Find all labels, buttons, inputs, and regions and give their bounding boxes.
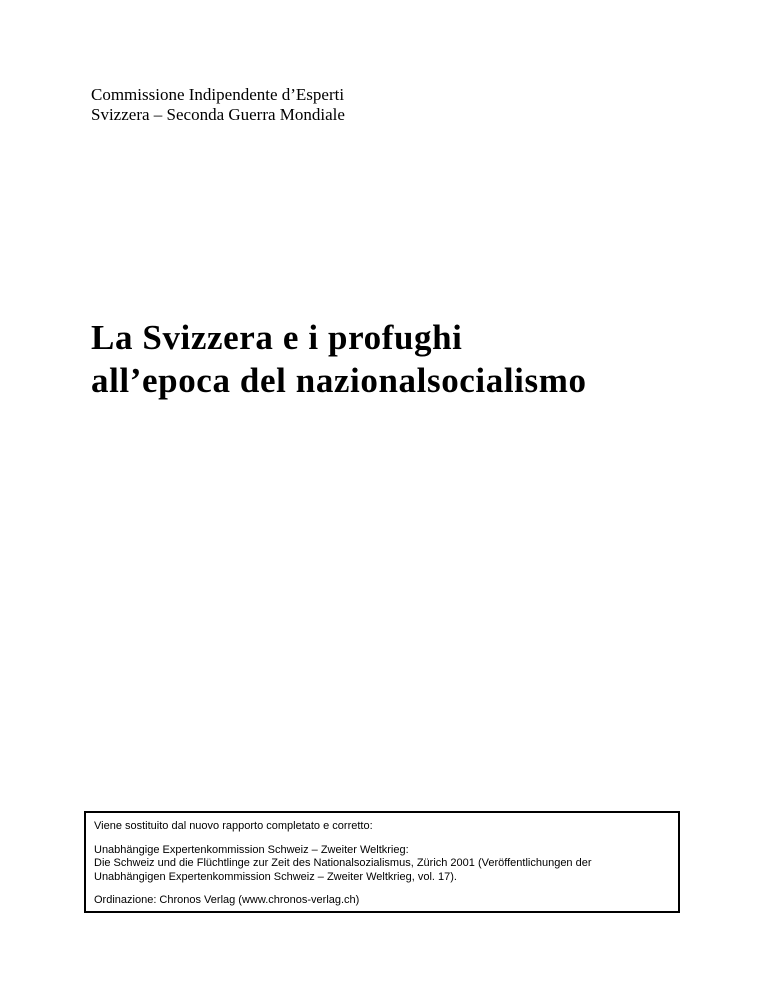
notice-reference-line-2: Die Schweiz und die Flüchtlinge zur Zeit des Nationalsozialismus, Zürich 2001 (Veröffentlichungen der xyxy=(94,857,592,869)
commission-heading xyxy=(91,85,345,125)
commission-name-line: Commissione Indipendente d’Esperti xyxy=(91,85,345,104)
replacement-notice-box xyxy=(84,811,680,913)
notice-reference-line-1: Unabhängige Expertenkommission Schweiz – Zweiter Weltkrieg: xyxy=(94,843,409,856)
notice-reference-line-3: Unabhängigen Expertenkommission Schweiz – Zweiter Weltkrieg, vol. 17). xyxy=(94,870,457,883)
document-title-line-2: all’epoca del nazionalsocialismo xyxy=(91,361,587,400)
document-title-line-1: La Svizzera e i profughi xyxy=(91,318,463,357)
notice-order-info: Ordinazione: Chronos Verlag (www.chronos-verlag.ch) xyxy=(94,894,360,906)
commission-subtitle-line: Svizzera – Seconda Guerra Mondiale xyxy=(91,105,345,124)
document-title xyxy=(91,316,587,402)
notice-intro: Viene sostituito dal nuovo rapporto completato e corretto: xyxy=(94,820,373,832)
